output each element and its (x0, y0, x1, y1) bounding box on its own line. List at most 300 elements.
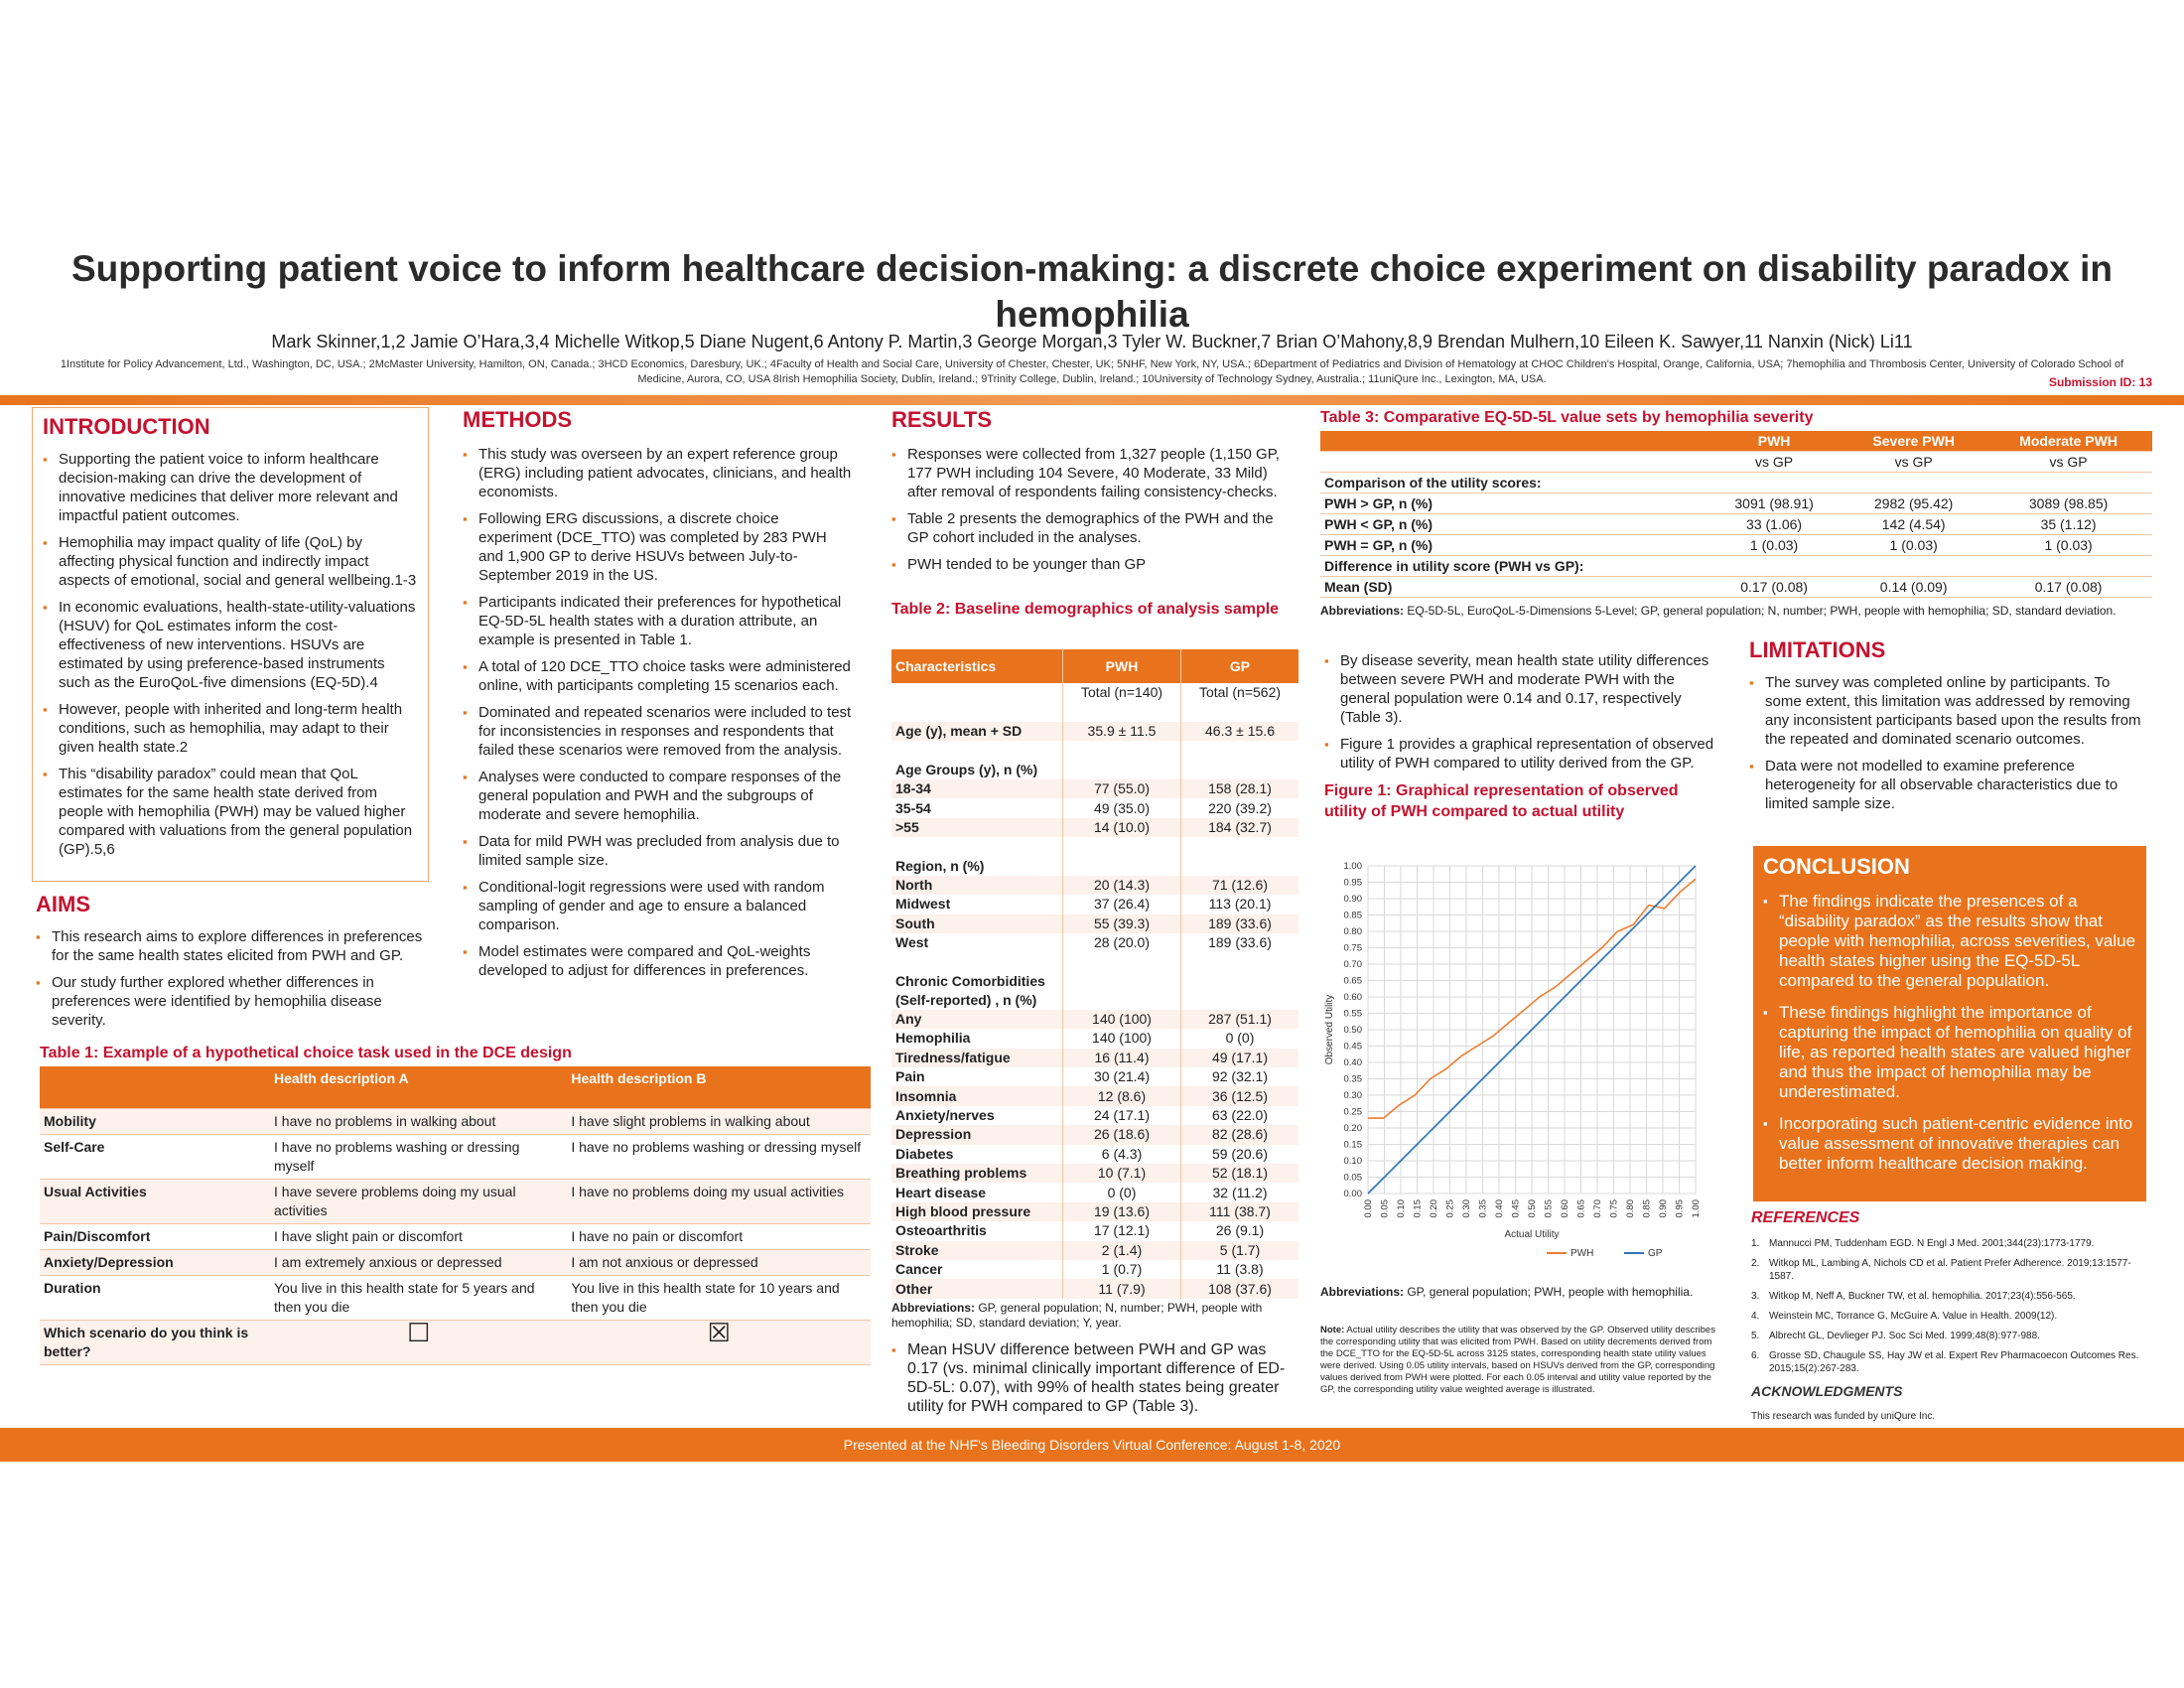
section-row (1320, 556, 2152, 577)
pwh-value: 49 (35.0) (1063, 798, 1181, 817)
table3-caption: Table 3: Comparative EQ-5D-5L value sets by hemophilia severity (1320, 409, 1814, 426)
list-item: ▪ This study was overseen by an expert reference group (ERG) including patient advocates, clinicians, and health economists. (463, 445, 852, 501)
option-b-cell: I have no pain or discomfort (567, 1224, 871, 1250)
table-row (40, 1224, 871, 1250)
mean-row (1320, 577, 2152, 598)
row-label (891, 952, 1063, 971)
table2-abbreviations: Abbreviations: GP, general population; N, number; PWH, people with hemophilia; SD, standard deviation; Y, year. (891, 1301, 1263, 1330)
reference-text: Mannucci PM, Tuddenham EGD. N Engl J Med. 2001;344(23):1773-1779. (1769, 1238, 2095, 1249)
x-tick-label: 0.45 (1510, 1199, 1522, 1218)
gp-value: 220 (39.2) (1181, 798, 1299, 817)
x-tick-label: 0.65 (1575, 1199, 1587, 1218)
gp-value: 46.3 ± 15.6 (1181, 722, 1299, 741)
legend-label-pwh: PWH (1570, 1248, 1594, 1259)
table-row (891, 1241, 1298, 1260)
x-tick-label: 0.60 (1560, 1199, 1570, 1218)
findings-list (1324, 651, 1721, 773)
acknowledgments-text: This research was funded by uniQure Inc. (1751, 1411, 1936, 1422)
aims-list (36, 927, 433, 1030)
row-label: Cancer (895, 1261, 943, 1278)
gp-value: 11 (3.8) (1181, 1260, 1299, 1279)
table2-caption: Table 2: Baseline demographics of analysis sample (891, 601, 1280, 618)
x-tick-label: 0.85 (1641, 1199, 1653, 1218)
x-tick-label: 0.10 (1396, 1199, 1407, 1218)
question-row (40, 1321, 871, 1365)
row-label: Osteoarthritis (895, 1222, 987, 1239)
choice-task-table (40, 1066, 871, 1365)
reference-item (1751, 1257, 2148, 1283)
value-cell: 0.17 (0.08) (1706, 577, 1843, 598)
row-label: Other (891, 1279, 1063, 1298)
table-row (891, 1010, 1298, 1029)
row-label: >55 (891, 818, 1063, 837)
results-section (891, 407, 1289, 582)
conclusion-heading: CONCLUSION (1763, 854, 1910, 879)
gp-value (1181, 741, 1299, 760)
pwh-value: 35.9 ± 11.5 (1063, 722, 1181, 741)
row-label (891, 702, 1063, 721)
reference-text: Witkop ML, Lambing A, Nichols CD et al. Patient Prefer Adherence. 2019;13:1577-1587. (1769, 1258, 2131, 1282)
gp-value (1181, 972, 1299, 1010)
option-a-cell: I have no problems in walking about (270, 1109, 567, 1135)
pwh-value (1063, 741, 1181, 760)
gp-value: 108 (37.6) (1181, 1279, 1299, 1298)
reference-item (1751, 1349, 2148, 1375)
results-list (891, 445, 1289, 574)
row-label: PWH = GP, n (%) (1320, 535, 1706, 556)
header-group: Severe PWH (1843, 431, 1984, 452)
introduction-section (32, 407, 429, 882)
value-cell: 2982 (95.42) (1843, 493, 1984, 514)
option-a-cell: I have severe problems doing my usual activities (270, 1180, 567, 1224)
value-cell: 3089 (98.85) (1984, 493, 2152, 514)
figure1-abbreviations: Abbreviations: GP, general population; PWH, people with hemophilia. (1320, 1285, 1694, 1299)
table-row (1320, 493, 2152, 514)
pwh-value: 17 (12.1) (1063, 1221, 1181, 1240)
x-tick-label: 0.20 (1429, 1199, 1439, 1218)
option-b-cell: You live in this health state for 10 years and then you die (567, 1276, 871, 1321)
table-row (891, 722, 1298, 741)
y-tick-label: 0.30 (1343, 1090, 1362, 1101)
value-cell: 3091 (98.91) (1706, 493, 1843, 514)
list-item: ▪ This “disability paradox” could mean that QoL estimates for the same health state derived from people with hemophilia (PWH) may be valued higher compared with valuations from the general population (GP).5,6 (43, 765, 418, 859)
row-label: Tiredness/fatigue (891, 1049, 1063, 1067)
table-header-row (891, 649, 1298, 683)
header-divider (0, 395, 2184, 405)
affiliations: 1Institute for Policy Advancement, Ltd., Washington, DC, USA.; 2McMaster University, Hamilton, ON, Canada.; 3HCD Economics, Daresbury, UK.; 4Faculty of Health and Social Care, University of Chester, Chester, UK; 5NHF, New York, NY, USA.; 6Department of Pediatrics and Division of Hematology at CHOC Children's Hospital, Orange, California, USA; 7hemophilia and Thrombosis Center, University of Colorado School of Medicine, Aurora, CO, USA 8Irish Hemophilia Society, Dublin, Ireland.; 9Trinity College, Dublin, Ireland.; 10University of Technology Sydney, Australia.; 11uniQure Inc., Lexington, MA, USA. (60, 358, 2124, 385)
reference-number: 1. (1751, 1238, 1760, 1249)
x-tick-label: 0.40 (1494, 1199, 1505, 1218)
pwh-value: 11 (7.9) (1063, 1279, 1181, 1298)
pwh-value: 140 (100) (1063, 1029, 1181, 1048)
subheader-group: vs GP (1843, 452, 1984, 473)
severity-findings (1324, 651, 1721, 822)
reference-text: Albrecht GL, Devlieger PJ. Soc Sci Med. 1999;48(8):977-988. (1769, 1331, 2040, 1341)
y-tick-label: 0.85 (1343, 910, 1362, 921)
reference-number: 6. (1751, 1350, 1760, 1361)
y-tick-label: 0.75 (1343, 942, 1362, 954)
x-axis-label: Actual Utility (1504, 1229, 1560, 1240)
reference-item (1751, 1237, 2148, 1250)
row-label: Diabetes (895, 1145, 954, 1162)
pwh-value: 6 (4.3) (1063, 1145, 1181, 1164)
table-row (891, 857, 1298, 876)
introduction-heading: INTRODUCTION (43, 414, 210, 439)
table-row (891, 1202, 1298, 1221)
gp-value: 0 (0) (1181, 1029, 1299, 1048)
table-row (891, 952, 1298, 971)
acknowledgments-heading: ACKNOWLEDGMENTS (1751, 1383, 1903, 1399)
x-tick-label: 0.35 (1477, 1199, 1489, 1218)
limitations-list (1749, 673, 2146, 813)
y-tick-label: 0.60 (1343, 992, 1362, 1003)
pwh-value (1063, 761, 1181, 779)
references-section (1751, 1209, 2148, 1422)
gp-value: 52 (18.1) (1181, 1164, 1299, 1183)
x-tick-label: 0.25 (1444, 1199, 1456, 1218)
pwh-value: 16 (11.4) (1063, 1049, 1181, 1067)
y-tick-label: 0.50 (1343, 1025, 1362, 1036)
list-item: ▪ By disease severity, mean health state utility differences between severe PWH and moderate PWH with the general population were 0.14 and 0.17, respectively (Table 3). (1324, 651, 1721, 727)
reference-item (1751, 1310, 2148, 1323)
row-label: Region, n (%) (895, 857, 985, 874)
x-tick-label: 0.70 (1592, 1199, 1603, 1218)
value-cell: 35 (1.12) (1984, 514, 2152, 535)
figure1-caption: Figure 1: Graphical representation of observed utility of PWH compared to actual utility (1324, 782, 1679, 820)
reference-number: 4. (1751, 1311, 1760, 1322)
table-row (891, 1125, 1298, 1144)
pwh-value: 37 (26.4) (1063, 895, 1181, 914)
table-row (891, 914, 1298, 933)
x-tick-label: 0.90 (1658, 1199, 1669, 1218)
pwh-value: 26 (18.6) (1063, 1125, 1181, 1144)
y-tick-label: 0.10 (1343, 1156, 1362, 1167)
list-item: ▪ Hemophilia may impact quality of life (QoL) by affecting physical function and indirectly impact aspects of emotional, social and general wellbeing.1-3 (43, 533, 418, 590)
attribute-label: Self-Care (40, 1135, 270, 1180)
row-label (891, 837, 1063, 856)
author-list: Mark Skinner,1,2 Jamie O’Hara,3,4 Michelle Witkop,5 Diane Nugent,6 Antony P. Martin,3 George Morgan,3 Tyler W. Buckner,7 Brian O’Mahony,8,9 Brendan Mulhern,10 Eileen K. Sawyer,11 Nanxin (Nick) Li11 (271, 332, 1913, 352)
table1-section (40, 1045, 871, 1365)
table-row (891, 1067, 1298, 1086)
y-tick-label: 0.20 (1343, 1123, 1362, 1134)
table-header-row (40, 1066, 871, 1109)
references-heading: REFERENCES (1751, 1209, 1860, 1226)
section-label: Difference in utility score (PWH vs GP): (1320, 556, 2152, 577)
table-row (40, 1109, 871, 1135)
y-tick-label: 0.80 (1343, 926, 1362, 937)
pwh-value: 19 (13.6) (1063, 1202, 1181, 1221)
option-b-cell: I have no problems doing my usual activities (567, 1180, 871, 1224)
gp-value: 82 (28.6) (1181, 1125, 1299, 1144)
list-item: ▪ PWH tended to be younger than GP (891, 555, 1289, 574)
list-item: ▪ Model estimates were compared and QoL-weights developed to adjust for differences in preferences. (463, 942, 852, 980)
row-label: Depression (891, 1125, 1063, 1144)
gp-value: 158 (28.1) (1181, 779, 1299, 798)
row-label: Any (891, 1010, 1063, 1029)
checkbox-a[interactable]: ☐ (407, 1318, 431, 1347)
pwh-value: 10 (7.1) (1063, 1164, 1181, 1183)
option-a-cell: You live in this health state for 5 years and then you die (270, 1276, 567, 1321)
list-item: ▪ Figure 1 provides a graphical representation of observed utility of PWH compared to utility derived from the GP. (1324, 735, 1721, 773)
x-tick-label: 0.30 (1461, 1199, 1472, 1218)
y-tick-label: 0.55 (1343, 1008, 1362, 1020)
table-row (891, 761, 1298, 779)
row-label: South (891, 914, 1063, 933)
checkbox-b[interactable]: ☒ (707, 1318, 731, 1347)
row-label: Midwest (895, 896, 951, 913)
gp-value (1181, 702, 1299, 721)
row-label: PWH > GP, n (%) (1320, 493, 1706, 514)
table-row (891, 837, 1298, 856)
table-row (891, 1086, 1298, 1105)
gp-value: 59 (20.6) (1181, 1145, 1299, 1164)
table-row (891, 1049, 1298, 1067)
table-subheader-row (1320, 452, 2152, 473)
y-tick-label: 0.00 (1343, 1189, 1362, 1199)
section-row (1320, 473, 2152, 493)
value-sets-table (1320, 431, 2152, 598)
pwh-value: 12 (8.6) (1063, 1086, 1181, 1105)
table2-section (891, 600, 1289, 619)
submission-id: Submission ID: 13 (2048, 375, 2152, 389)
list-item: ▪ Supporting the patient voice to inform healthcare decision-making can drive the development of innovative medicines that deliver more relevant and impactful patient outcomes. (43, 450, 418, 525)
pwh-value: 77 (55.0) (1063, 779, 1181, 798)
gp-value: 189 (33.6) (1181, 933, 1299, 952)
table-row (40, 1180, 871, 1224)
table3-abbreviations: Abbreviations: EQ-5D-5L, EuroQoL-5-Dimensions 5-Level; GP, general population; N, number; PWH, people with hemophilia; SD, standard deviation. (1320, 604, 2116, 618)
legend-label-gp: GP (1648, 1248, 1663, 1259)
col-b-header: Health description B (567, 1066, 871, 1109)
list-item: ▪ Dominated and repeated scenarios were included to test for inconsistencies in responses and respondents that failed these scenarios were removed from the analysis. (463, 703, 852, 760)
table-row (891, 972, 1298, 1010)
gp-value (1181, 952, 1299, 971)
pwh-value: 0 (0) (1063, 1183, 1181, 1201)
table-row (891, 1279, 1298, 1298)
attribute-label: Duration (40, 1276, 270, 1321)
results-bottom (891, 1340, 1289, 1424)
row-label: Age (y), mean + SD (891, 722, 1063, 741)
list-item: ▪ Data were not modelled to examine preference heterogeneity for all observable characteristics due to limited sample size. (1749, 757, 2146, 813)
table-row (891, 1029, 1298, 1048)
table-row (1320, 514, 2152, 535)
pwh-value: 28 (20.0) (1063, 933, 1181, 952)
value-cell: 0.17 (0.08) (1984, 577, 2152, 598)
poster-title: Supporting patient voice to inform healthcare decision-making: a discrete choice experiment on disability paradox in hemophilia (71, 248, 2113, 335)
gp-value: 111 (38.7) (1181, 1202, 1299, 1221)
list-item: ▪ These findings highlight the importance of capturing the impact of hemophilia on quality of life, as reported health states are valued higher and thus the impact of hemophilia may be underestimated. (1763, 1003, 2136, 1102)
methods-list (463, 445, 852, 980)
pwh-value (1063, 972, 1181, 1010)
header-group: PWH (1706, 431, 1843, 452)
gp-value: 71 (12.6) (1181, 876, 1299, 895)
y-tick-label: 0.90 (1343, 894, 1362, 905)
pwh-value (1063, 837, 1181, 856)
value-cell: 142 (4.54) (1843, 514, 1984, 535)
conclusion-list (1763, 892, 2136, 1174)
gp-value: 63 (22.0) (1181, 1106, 1299, 1125)
table-row (891, 933, 1298, 952)
checkbox-b-cell (567, 1318, 871, 1365)
option-b-cell: I have slight problems in walking about (567, 1109, 871, 1135)
x-tick-label: 0.05 (1379, 1199, 1391, 1218)
row-label: West (895, 934, 929, 951)
row-label: Stroke (891, 1241, 1063, 1260)
row-label: Chronic Comorbidities (Self-reported) , n (%) (895, 972, 1045, 1008)
pwh-value (1063, 702, 1181, 721)
figure1-note: Note: Actual utility describes the utility that was observed by the GP. Observed utility describes the corresponding utility that was elicited from PWH. Based on utility decrements derived from the DCE_TTO for the EQ-5D-5L across 3125 states, corresponding health state utility values were derived. Using 0.05 utility intervals, based on HSUVs derived from the GP, corresponding values derived from PWH were plotted. For each 0.05 interval and utility value reported by the GP, the corresponding utility value weighted average is illustrated. (1320, 1325, 1715, 1395)
table-row (891, 779, 1298, 798)
option-b-cell: I am not anxious or depressed (567, 1250, 871, 1276)
header-pwh: PWH (1063, 649, 1181, 683)
y-tick-label: 0.15 (1343, 1139, 1362, 1151)
table-row (891, 1183, 1298, 1201)
pwh-value: 2 (1.4) (1063, 1241, 1181, 1260)
list-item: ▪ However, people with inherited and long-term health conditions, such as hemophilia, may adapt to their given health state.2 (43, 700, 418, 757)
y-tick-label: 0.95 (1343, 877, 1362, 889)
attribute-label: Pain/Discomfort (40, 1224, 270, 1250)
value-cell: 1 (0.03) (1843, 535, 1984, 556)
pwh-value (1063, 857, 1181, 876)
table-row (1320, 535, 2152, 556)
x-tick-label: 0.00 (1363, 1199, 1374, 1218)
reference-item (1751, 1330, 2148, 1342)
utility-line-chart (1316, 856, 1723, 1263)
list-item: ▪ The findings indicate the presences of a “disability paradox” as the results show that people with hemophilia, across severities, value health states higher using the EQ-5D-5L compared to the general population. (1763, 892, 2136, 991)
value-cell: 33 (1.06) (1706, 514, 1843, 535)
option-b-cell: I have no problems washing or dressing myself (567, 1135, 871, 1180)
list-item: ▪ This research aims to explore differences in preferences for the same health states elicited from PWH and GP. (36, 927, 433, 965)
pwh-value: 1 (0.7) (1063, 1260, 1181, 1279)
gp-value: 113 (20.1) (1181, 895, 1299, 914)
list-item: ▪ Responses were collected from 1,327 people (1,150 GP, 177 PWH including 104 Severe, 40 Moderate, 33 Mild) after removal of respondents failing consistency-checks. (891, 445, 1289, 501)
table-row (891, 798, 1298, 817)
row-label: Insomnia (891, 1086, 1063, 1105)
list-item: ▪ Analyses were conducted to compare responses of the general population and PWH and the subgroups of moderate and severe hemophilia. (463, 768, 852, 824)
subheader-blank (1320, 452, 1706, 473)
table1-caption: Table 1: Example of a hypothetical choice task used in the DCE design (40, 1045, 572, 1061)
y-axis-label: Observed Utility (1324, 994, 1335, 1065)
attribute-label: Anxiety/Depression (40, 1250, 270, 1276)
table-row (40, 1135, 871, 1180)
footer-band: Presented at the NHF's Bleeding Disorders Virtual Conference: August 1-8, 2020 (0, 1428, 2184, 1462)
y-tick-label: 0.05 (1343, 1172, 1362, 1184)
list-item: ▪ In economic evaluations, health-state-utility-valuations (HSUV) for QoL estimates inform the cost-effectiveness of new interventions. HSUVs are estimated by using preference-based instruments such as the EuroQoL-five dimensions (EQ-5D).4 (43, 598, 418, 692)
gp-value: 189 (33.6) (1181, 914, 1299, 933)
reference-text: Witkop M, Neff A, Buckner TW, et al. hemophilia. 2017;23(4):556-565. (1769, 1291, 2076, 1302)
table-row (891, 895, 1298, 914)
gp-value: 5 (1.7) (1181, 1241, 1299, 1260)
question-label: Which scenario do you think is better? (40, 1321, 270, 1365)
value-cell: 0.14 (0.09) (1843, 577, 1984, 598)
x-tick-label: 0.75 (1608, 1199, 1620, 1218)
table-row (891, 1221, 1298, 1240)
results-heading: RESULTS (891, 407, 993, 432)
row-label: 18-34 (891, 779, 1063, 798)
gp-value: 36 (12.5) (1181, 1086, 1299, 1105)
x-tick-label: 0.50 (1527, 1199, 1538, 1218)
row-label: North (891, 876, 1063, 895)
list-item: ▪ A total of 120 DCE_TTO choice tasks were administered online, with participants completing 15 scenarios each. (463, 657, 852, 695)
col-a-header: Health description A (270, 1066, 567, 1109)
gp-value (1181, 857, 1299, 876)
y-tick-label: 0.35 (1343, 1073, 1362, 1085)
list-item: ▪ Conditional-logit regressions were used with random sampling of gender and age to ensure a balanced comparison. (463, 878, 852, 934)
header-characteristics: Characteristics (891, 649, 1063, 683)
methods-heading: METHODS (463, 407, 572, 432)
pwh-value: 55 (39.3) (1063, 914, 1181, 933)
x-tick-label: 0.55 (1543, 1199, 1555, 1218)
reference-item (1751, 1290, 2148, 1303)
gp-value: 32 (11.2) (1181, 1183, 1299, 1201)
attribute-label: Mobility (40, 1109, 270, 1135)
row-label: Heart disease (895, 1184, 987, 1200)
subheader-pwh: Total (n=140) (1063, 683, 1181, 702)
table3-section (1320, 409, 1813, 427)
value-cell: 1 (0.03) (1984, 535, 2152, 556)
list-item: ▪ Table 2 presents the demographics of the PWH and the GP cohort included in the analyses. (891, 509, 1289, 547)
row-label: 35-54 (895, 799, 931, 816)
list-item: ▪ Following ERG discussions, a discrete choice experiment (DCE_TTO) was completed by 283 PWH and 1,900 GP to derive HSUVs between July-to-September 2019 in the US. (463, 509, 852, 585)
option-a-cell: I have no problems washing or dressing myself (270, 1135, 567, 1180)
aims-section (36, 892, 433, 1038)
x-tick-label: 0.95 (1674, 1199, 1686, 1218)
option-a-cell: I am extremely anxious or depressed (270, 1250, 567, 1276)
list-item: ▪ Incorporating such patient-centric evidence into value assessment of innovative therapies can better inform healthcare decision making. (1763, 1114, 2136, 1174)
table-header-row (1320, 431, 2152, 452)
pwh-value: 20 (14.3) (1063, 876, 1181, 895)
list-item: ▪ Data for mild PWH was precluded from analysis due to limited sample size. (463, 832, 852, 870)
header-gp: GP (1181, 649, 1299, 683)
row-label: Anxiety/nerves (895, 1107, 995, 1123)
table-row (891, 1260, 1298, 1279)
row-label: Age Groups (y), n (%) (895, 761, 1038, 777)
gp-value: 184 (32.7) (1181, 818, 1299, 837)
y-tick-label: 0.40 (1343, 1057, 1362, 1068)
reference-number: 3. (1751, 1291, 1760, 1302)
row-label: PWH < GP, n (%) (1320, 514, 1706, 535)
gp-value: 92 (32.1) (1181, 1067, 1299, 1086)
table-row (891, 1164, 1298, 1183)
limitations-heading: LIMITATIONS (1749, 637, 1886, 662)
conclusion-section (1753, 846, 2146, 1201)
x-tick-label: 1.00 (1691, 1199, 1702, 1218)
pwh-value: 14 (10.0) (1063, 818, 1181, 837)
row-label: Mean (SD) (1320, 577, 1706, 598)
list-item: ▪ Our study further explored whether differences in preferences were identified by hemophilia disease severity. (36, 973, 433, 1030)
row-label: High blood pressure (891, 1202, 1063, 1221)
y-tick-label: 1.00 (1343, 861, 1362, 872)
list-item: ▪ The survey was completed online by participants. To some extent, this limitation was addressed by removing any inconsistent participants based upon the results from the repeated and dominated scenario outcomes. (1749, 673, 2146, 749)
subheader-gp: Total (n=562) (1181, 683, 1299, 702)
methods-section (463, 407, 852, 988)
checkbox-a-cell (270, 1318, 567, 1365)
x-tick-label: 0.80 (1625, 1199, 1636, 1218)
table-row (891, 702, 1298, 721)
list-item: ▪ Participants indicated their preferences for hypothetical EQ-5D-5L health states with a duration attribute, an example is presented in Table 1. (463, 593, 852, 649)
table-row (891, 876, 1298, 895)
row-label: Pain (895, 1068, 925, 1085)
x-tick-label: 0.15 (1412, 1199, 1424, 1218)
gp-value (1181, 837, 1299, 856)
gp-value (1181, 761, 1299, 779)
reference-text: Grosse SD, Chaugule SS, Hay JW et al. Expert Rev Pharmacoecon Outcomes Res. 2015;15(2):267-283. (1769, 1350, 2139, 1374)
header-group: Moderate PWH (1984, 431, 2152, 452)
pwh-value: 30 (21.4) (1063, 1067, 1181, 1086)
table-row (891, 818, 1298, 837)
reference-number: 2. (1751, 1258, 1760, 1269)
pwh-value: 24 (17.1) (1063, 1106, 1181, 1125)
aims-heading: AIMS (36, 892, 90, 916)
